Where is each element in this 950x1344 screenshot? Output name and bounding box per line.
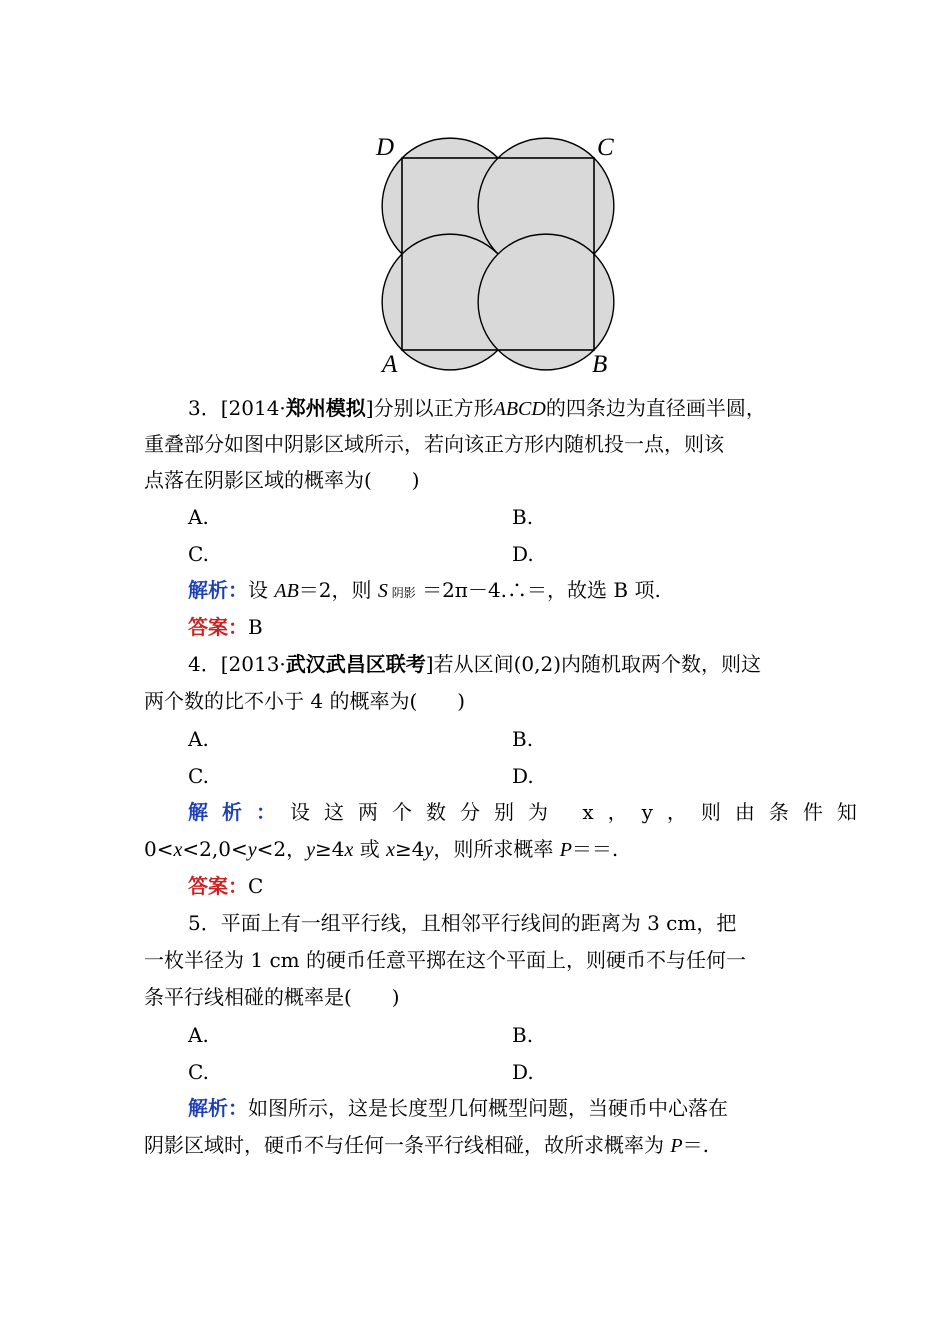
q4-jx-x2: x bbox=[344, 839, 354, 861]
q4-option-c: C. bbox=[188, 764, 209, 788]
q3-source-open: [2014· bbox=[220, 396, 286, 420]
q4-option-a: A. bbox=[188, 727, 209, 751]
q4-jx-y2: y bbox=[306, 839, 315, 861]
q3-text-1: 分别以正方形 bbox=[373, 396, 494, 420]
q4-analysis-text-1: 设这两个数分别为 x，y，则由条件知 bbox=[290, 800, 871, 824]
shaded-petals bbox=[382, 138, 614, 370]
q4-jx-g: ，则所求概率 bbox=[433, 837, 560, 861]
q4-analysis-label: 解析： bbox=[188, 800, 290, 824]
q4-jx-a: 0< bbox=[144, 837, 174, 861]
vertex-label-b: B bbox=[592, 351, 608, 378]
q3-abcd: ABCD bbox=[493, 398, 546, 420]
q3-option-a: A. bbox=[188, 505, 209, 529]
q3-analysis-s: S bbox=[377, 580, 388, 602]
q4-text-1: 若从区间(0,2)内随机取两个数，则这 bbox=[433, 652, 762, 676]
q5-analysis-p: P bbox=[670, 1135, 683, 1157]
q4-option-b: B. bbox=[512, 727, 534, 751]
q5-analysis-text-1: 如图所示，这是长度型几何概型问题，当硬币中心落在 bbox=[248, 1096, 728, 1120]
q3-answer bbox=[188, 615, 263, 639]
q4-jx-b: <2,0< bbox=[182, 837, 248, 861]
q4-number: 4． bbox=[188, 652, 221, 676]
q4-source-open: [2013· bbox=[220, 652, 286, 676]
q4-source-close: ] bbox=[425, 652, 434, 676]
vertex-label-d: D bbox=[376, 134, 395, 161]
q5-option-a: A. bbox=[188, 1023, 209, 1047]
q3-analysis-ab: AB bbox=[274, 580, 299, 602]
q4-jx-h: ＝＝. bbox=[571, 837, 619, 861]
figure-svg bbox=[370, 128, 630, 378]
q4-jx-y3: y bbox=[424, 839, 434, 861]
vertex-label-c: C bbox=[597, 134, 614, 161]
q5-analysis-line-2 bbox=[144, 1133, 709, 1158]
q5-option-b: B. bbox=[512, 1023, 534, 1047]
q4-jx-x3: x bbox=[386, 839, 395, 861]
q5-line-1: 5．平面上有一组平行线，且相邻平行线间的距离为 3 cm，把 bbox=[188, 911, 737, 935]
q3-analysis-text-3: ＝2π－4.∴＝，故选 B 项. bbox=[415, 578, 661, 602]
q3-text-2: 的四条边为直径画半圆， bbox=[545, 396, 766, 420]
q4-jx-e: 或 bbox=[353, 837, 387, 861]
q3-option-c: C. bbox=[188, 542, 209, 566]
q3-source-close: ] bbox=[365, 396, 374, 420]
q4-answer-label: 答案： bbox=[188, 874, 248, 898]
q3-source: 郑州模拟 bbox=[285, 396, 366, 420]
q3-number: 3． bbox=[188, 396, 221, 420]
q4-jx-y1: y bbox=[247, 839, 257, 861]
q5-line-3: 条平行线相碰的概率是( ) bbox=[144, 985, 400, 1009]
q4-answer-value: C bbox=[248, 874, 264, 898]
q3-analysis-label: 解析： bbox=[188, 578, 248, 602]
q3-analysis-text-1: 设 bbox=[248, 578, 275, 602]
q3-option-b: B. bbox=[512, 505, 534, 529]
q4-jx-d: ≥4 bbox=[314, 837, 345, 861]
q5-line-2: 一枚半径为 1 cm 的硬币任意平掷在这个平面上，则硬币不与任何一 bbox=[144, 948, 746, 972]
q4-analysis-line-2 bbox=[144, 837, 618, 862]
q3-analysis-text-2: ＝2，则 bbox=[298, 578, 378, 602]
q5-analysis-end: ＝. bbox=[682, 1133, 709, 1157]
q4-source: 武汉武昌区联考 bbox=[285, 652, 426, 676]
q3-line-3: 点落在阴影区域的概率为( ) bbox=[144, 468, 420, 492]
q4-analysis-line-1 bbox=[188, 800, 871, 824]
q4-answer bbox=[188, 874, 263, 898]
q4-jx-f: ≥4 bbox=[394, 837, 425, 861]
q3-option-d: D. bbox=[512, 542, 534, 566]
q3-answer-label: 答案： bbox=[188, 615, 248, 639]
q5-option-c: C. bbox=[188, 1060, 209, 1084]
q5-analysis-line-1 bbox=[188, 1096, 728, 1120]
q3-line-2: 重叠部分如图中阴影区域所示，若向该正方形内随机投一点，则该 bbox=[144, 432, 724, 456]
q3-answer-value: B bbox=[248, 615, 263, 639]
q5-option-d: D. bbox=[512, 1060, 534, 1084]
q3-analysis-subscript: 阴影 bbox=[387, 586, 416, 600]
q5-analysis-text-2: 阴影区域时，硬币不与任何一条平行线相碰，故所求概率为 bbox=[144, 1133, 671, 1157]
q4-line-2: 两个数的比不小于 4 的概率为( ) bbox=[144, 689, 466, 713]
q4-jx-p: P bbox=[559, 839, 572, 861]
vertex-label-a: A bbox=[382, 351, 398, 378]
q3-analysis bbox=[188, 578, 661, 605]
q4-option-d: D. bbox=[512, 764, 534, 788]
square-petal-figure bbox=[370, 128, 630, 378]
q5-analysis-label: 解析： bbox=[188, 1096, 248, 1120]
q4-jx-x1: x bbox=[173, 839, 183, 861]
q4-line-1 bbox=[188, 652, 761, 676]
q3-line-1 bbox=[188, 396, 766, 421]
q4-jx-c: <2， bbox=[256, 837, 307, 861]
